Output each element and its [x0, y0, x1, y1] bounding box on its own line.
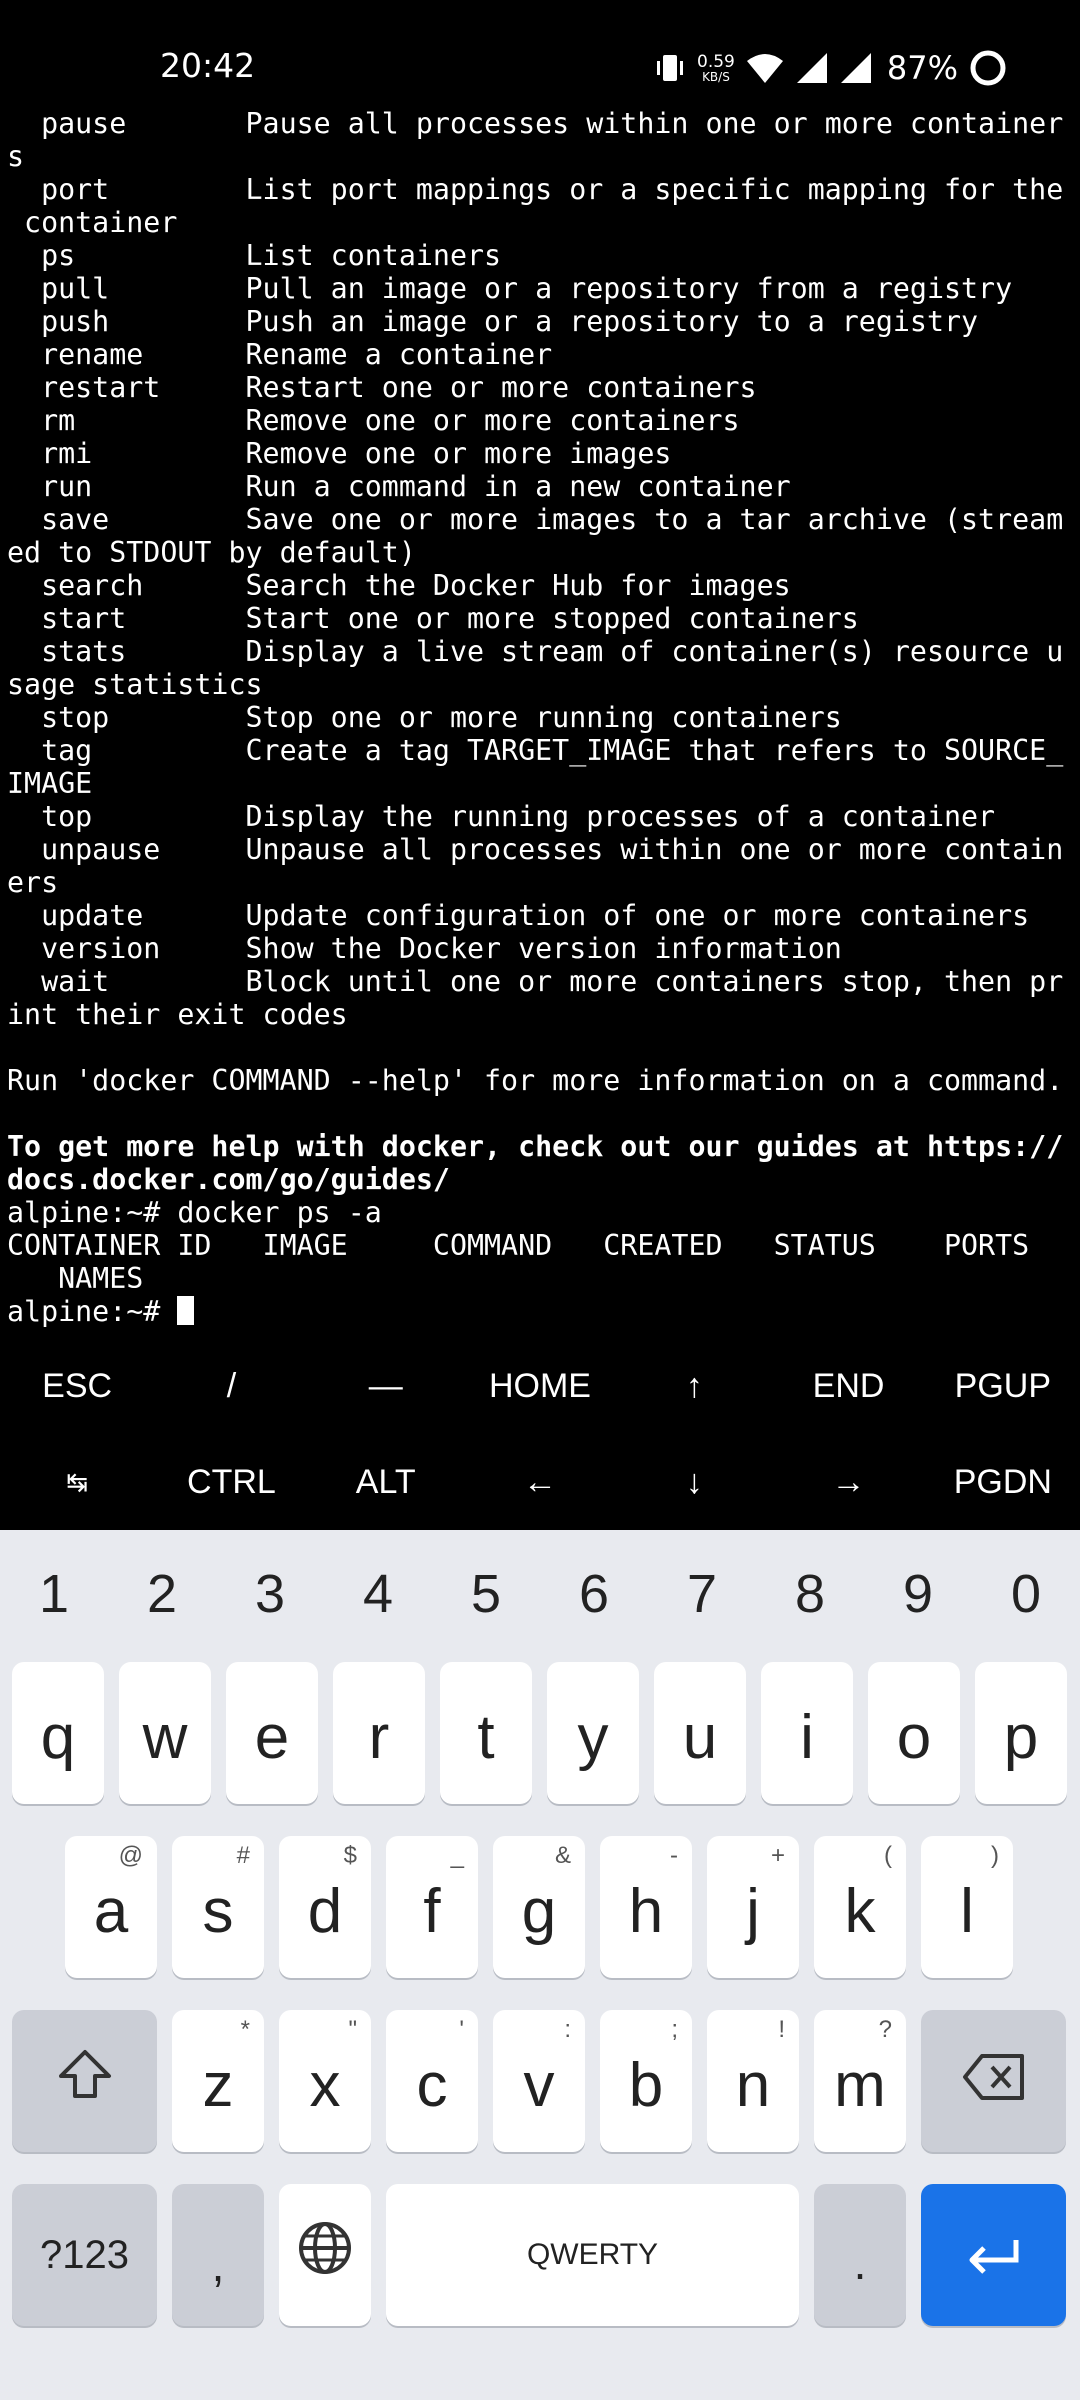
key-x[interactable]: [279, 2010, 371, 2152]
terminal-line: [7, 404, 1073, 437]
terminal-line: [7, 437, 1073, 470]
terminal-line: [7, 371, 1073, 404]
shift-icon: [57, 2046, 113, 2117]
extra-keys-row-1: [0, 1338, 1080, 1434]
key-label: m: [834, 2050, 886, 2120]
key-hint: +: [770, 1842, 785, 1869]
key-i[interactable]: [761, 1662, 853, 1804]
home-key[interactable]: HOME: [488, 1366, 591, 1405]
number-key-1[interactable]: 1: [38, 1564, 70, 1624]
terminal-line-text: tag Create a tag TARGET_IMAGE that refers to SOURCE_: [7, 734, 1064, 767]
key-p[interactable]: [975, 1662, 1067, 1804]
key-b[interactable]: [600, 2010, 692, 2152]
key-h[interactable]: [600, 1836, 692, 1978]
alt-key[interactable]: ALT: [355, 1462, 416, 1501]
terminal-line: [7, 503, 1073, 536]
key-t[interactable]: [440, 1662, 532, 1804]
key-label: h: [628, 1876, 664, 1946]
terminal-line-text: restart Restart one or more containers: [7, 371, 757, 404]
dash-key[interactable]: —: [368, 1366, 403, 1405]
status-icons: [653, 44, 1008, 92]
gesture-bar: [430, 2376, 650, 2384]
enter-icon: [964, 2220, 1024, 2291]
vibrate-icon: [653, 51, 687, 85]
key-w[interactable]: [119, 1662, 211, 1804]
terminal-line-text: unpause Unpause all processes within one or more contain: [7, 833, 1064, 866]
status-bar: [0, 0, 1080, 118]
terminal-line: [7, 932, 1073, 965]
esc-key[interactable]: ESC: [42, 1366, 113, 1405]
number-key-8[interactable]: 8: [794, 1564, 826, 1624]
terminal-line-text: wait Block until one or more containers stop, then pr: [7, 965, 1064, 998]
terminal-line: [7, 767, 1073, 800]
key-y[interactable]: [547, 1662, 639, 1804]
terminal-output[interactable]: [7, 107, 1073, 1328]
pgup-key[interactable]: PGUP: [954, 1366, 1051, 1405]
terminal-line: [7, 206, 1073, 239]
terminal-line: [7, 1097, 1073, 1130]
terminal-line-text: pull Pull an image or a repository from a registry: [7, 272, 1013, 305]
terminal-line-text: port List port mappings or a specific mapping for the: [7, 173, 1064, 206]
terminal-line-text: push Push an image or a repository to a registry: [7, 305, 979, 338]
terminal-line-text: top Display the running processes of a container: [7, 800, 996, 833]
key-hint: ): [991, 1842, 999, 1869]
key-hint: &: [554, 1842, 571, 1869]
enter-key[interactable]: [921, 2184, 1066, 2326]
terminal-line: [7, 1229, 1073, 1262]
key-s[interactable]: [172, 1836, 264, 1978]
terminal-line: [7, 173, 1073, 206]
globe-icon: [297, 2220, 353, 2291]
key-d[interactable]: [279, 1836, 371, 1978]
terminal-line-text: save Save one or more images to a tar archive (stream: [7, 503, 1064, 536]
terminal-line: [7, 140, 1073, 173]
comma-key[interactable]: [172, 2184, 264, 2326]
key-label: l: [960, 1876, 974, 1946]
signal-icon: [839, 51, 873, 85]
number-row: [0, 1544, 1080, 1644]
key-hint: ;: [671, 2016, 678, 2043]
terminal-line: [7, 998, 1073, 1031]
number-key-0[interactable]: 0: [1010, 1564, 1042, 1624]
number-key-6[interactable]: 6: [578, 1564, 610, 1624]
network-speed-value: 0.59: [697, 51, 735, 72]
terminal-cursor: [177, 1296, 194, 1325]
terminal-line: [7, 569, 1073, 602]
key-label: e: [254, 1702, 290, 1772]
number-key-3[interactable]: 3: [254, 1564, 286, 1624]
terminal-line-text: NAMES: [7, 1262, 144, 1295]
key-hint: @: [118, 1842, 143, 1869]
key-label: g: [521, 1876, 557, 1946]
key-j[interactable]: [707, 1836, 799, 1978]
terminal-line: [7, 1163, 1073, 1196]
terminal-line-text: run Run a command in a new container: [7, 470, 791, 503]
terminal-line-text: rename Rename a container: [7, 338, 553, 371]
comma-key-label: ,: [211, 2239, 225, 2291]
key-hint: #: [236, 1842, 250, 1869]
key-label: c: [416, 2050, 448, 2120]
terminal-line: [7, 833, 1073, 866]
key-label: d: [307, 1876, 343, 1946]
key-n[interactable]: [707, 2010, 799, 2152]
key-hint: ': [459, 2016, 464, 2043]
space-key[interactable]: [386, 2184, 799, 2326]
key-label: j: [746, 1876, 760, 1946]
terminal-line-text: rmi Remove one or more images: [7, 437, 672, 470]
terminal-line-text: search Search the Docker Hub for images: [7, 569, 791, 602]
terminal-line-text: container: [7, 206, 178, 239]
key-label: u: [682, 1702, 718, 1772]
battery-icon: [968, 48, 1008, 88]
terminal-line: [7, 866, 1073, 899]
key-hint: :: [564, 2016, 571, 2043]
terminal-line-text: int their exit codes: [7, 998, 348, 1031]
key-label: z: [202, 2050, 234, 2120]
terminal-line: [7, 965, 1073, 998]
backspace-icon: [962, 2046, 1026, 2117]
terminal-line-text: alpine:~# docker ps -a: [7, 1196, 382, 1229]
key-k[interactable]: [814, 1836, 906, 1978]
key-g[interactable]: [493, 1836, 585, 1978]
terminal-line-text: start Start one or more stopped containers: [7, 602, 859, 635]
key-label: y: [577, 1702, 609, 1772]
key-u[interactable]: [654, 1662, 746, 1804]
terminal-line-text: ps List containers: [7, 239, 502, 272]
key-a[interactable]: [65, 1836, 157, 1978]
key-hint: -: [670, 1842, 678, 1869]
terminal-line-text: stats Display a live stream of container(s) resource u: [7, 635, 1064, 668]
key-c[interactable]: [386, 2010, 478, 2152]
key-label: q: [40, 1702, 76, 1772]
terminal-line: [7, 536, 1073, 569]
key-l[interactable]: [921, 1836, 1013, 1978]
pgdn-key[interactable]: PGDN: [953, 1462, 1052, 1501]
key-label: n: [735, 2050, 771, 2120]
ctrl-key[interactable]: CTRL: [187, 1462, 276, 1501]
key-hint: $: [343, 1842, 357, 1869]
terminal-line: [7, 1031, 1073, 1064]
terminal-line-text: pause Pause all processes within one or more container: [7, 107, 1064, 140]
shift-key[interactable]: [12, 2010, 157, 2152]
extra-keys-bar: [0, 1338, 1080, 1530]
symbols-key-label: ?123: [40, 2232, 129, 2277]
terminal-line: [7, 1130, 1073, 1163]
key-label: f: [423, 1876, 441, 1946]
key-label: p: [1003, 1702, 1039, 1772]
slash-key[interactable]: /: [226, 1366, 237, 1405]
extra-keys-row-2: [0, 1434, 1080, 1530]
key-label: w: [142, 1702, 188, 1772]
number-key-7[interactable]: 7: [686, 1564, 718, 1624]
number-key-9[interactable]: 9: [902, 1564, 934, 1624]
terminal-line: [7, 899, 1073, 932]
arrow-down-key[interactable]: ↓: [685, 1462, 703, 1501]
key-hint: ": [348, 2016, 357, 2043]
terminal-line: [7, 1295, 1073, 1328]
terminal-line: [7, 1064, 1073, 1097]
terminal-line-text: update Update configuration of one or more containers: [7, 899, 1030, 932]
signal-icon: [795, 51, 829, 85]
backspace-key[interactable]: [921, 2010, 1066, 2152]
terminal-line: [7, 734, 1073, 767]
period-key-label: .: [853, 2237, 867, 2289]
key-f[interactable]: [386, 1836, 478, 1978]
terminal-line: [7, 1196, 1073, 1229]
terminal-line-text: docs.docker.com/go/guides/: [7, 1163, 450, 1196]
arrow-left-key[interactable]: ←: [522, 1462, 557, 1501]
terminal-line-text: ed to STDOUT by default): [7, 536, 416, 569]
key-hint: ?: [878, 2016, 892, 2043]
terminal-line-text: sage statistics: [7, 668, 263, 701]
battery-percent: 87%: [886, 49, 958, 87]
terminal-line-text: CONTAINER ID IMAGE COMMAND CREATED STATUS PORTS: [7, 1229, 1030, 1262]
space-key-label: QWERTY: [526, 2238, 659, 2271]
terminal-line: [7, 668, 1073, 701]
terminal-line-text: version Show the Docker version information: [7, 932, 842, 965]
key-z[interactable]: [172, 2010, 264, 2152]
symbols-key[interactable]: [12, 2184, 157, 2326]
key-label: r: [368, 1702, 390, 1772]
terminal-line: [7, 338, 1073, 371]
terminal-line-text: rm Remove one or more containers: [7, 404, 740, 437]
period-key[interactable]: [814, 2184, 906, 2326]
network-speed: [697, 51, 735, 84]
key-label: k: [844, 1876, 876, 1946]
wifi-icon: [745, 51, 785, 85]
arrow-up-key[interactable]: ↑: [685, 1366, 703, 1405]
soft-keyboard: [0, 1530, 1080, 2400]
key-hint: _: [450, 1842, 464, 1869]
terminal-line-text: s: [7, 140, 25, 173]
language-key[interactable]: [279, 2184, 371, 2326]
key-m[interactable]: [814, 2010, 906, 2152]
network-speed-unit: KB/S: [702, 69, 730, 84]
terminal-line-text: stop Stop one or more running containers: [7, 701, 842, 734]
key-label: b: [628, 2050, 664, 2120]
key-label: a: [93, 1876, 129, 1946]
terminal-line: [7, 635, 1073, 668]
key-v[interactable]: [493, 2010, 585, 2152]
key-label: i: [800, 1702, 814, 1772]
key-o[interactable]: [868, 1662, 960, 1804]
terminal-line: [7, 470, 1073, 503]
key-hint: (: [884, 1842, 892, 1869]
terminal-line-text: IMAGE: [7, 767, 93, 800]
number-key-4[interactable]: 4: [362, 1564, 394, 1624]
terminal-line-text: Run 'docker COMMAND --help' for more information on a command.: [7, 1064, 1064, 1097]
key-label: s: [202, 1876, 234, 1946]
status-time: 20:42: [160, 46, 256, 85]
key-q[interactable]: [12, 1662, 104, 1804]
number-key-2[interactable]: 2: [146, 1564, 178, 1624]
terminal-line: [7, 107, 1073, 140]
key-label: x: [309, 2050, 341, 2120]
key-e[interactable]: [226, 1662, 318, 1804]
key-label: v: [523, 2050, 555, 2120]
end-key[interactable]: END: [812, 1366, 885, 1405]
terminal-line-text: ers: [7, 866, 59, 899]
terminal-line-text: To get more help with docker, check out our guides at https://: [7, 1130, 1064, 1163]
terminal-line: [7, 272, 1073, 305]
arrow-right-key[interactable]: →: [831, 1462, 866, 1501]
terminal-line: [7, 305, 1073, 338]
tab-key[interactable]: ↹: [66, 1466, 89, 1497]
key-label: o: [896, 1702, 932, 1772]
terminal-line: [7, 800, 1073, 833]
terminal-line: [7, 239, 1073, 272]
terminal-line: [7, 701, 1073, 734]
key-hint: !: [778, 2016, 785, 2043]
terminal-line: [7, 1262, 1073, 1295]
key-r[interactable]: [333, 1662, 425, 1804]
key-label: t: [477, 1702, 495, 1772]
terminal-line-text: alpine:~#: [7, 1295, 178, 1328]
number-key-5[interactable]: 5: [470, 1564, 502, 1624]
terminal-line: [7, 602, 1073, 635]
key-hint: *: [240, 2016, 250, 2043]
